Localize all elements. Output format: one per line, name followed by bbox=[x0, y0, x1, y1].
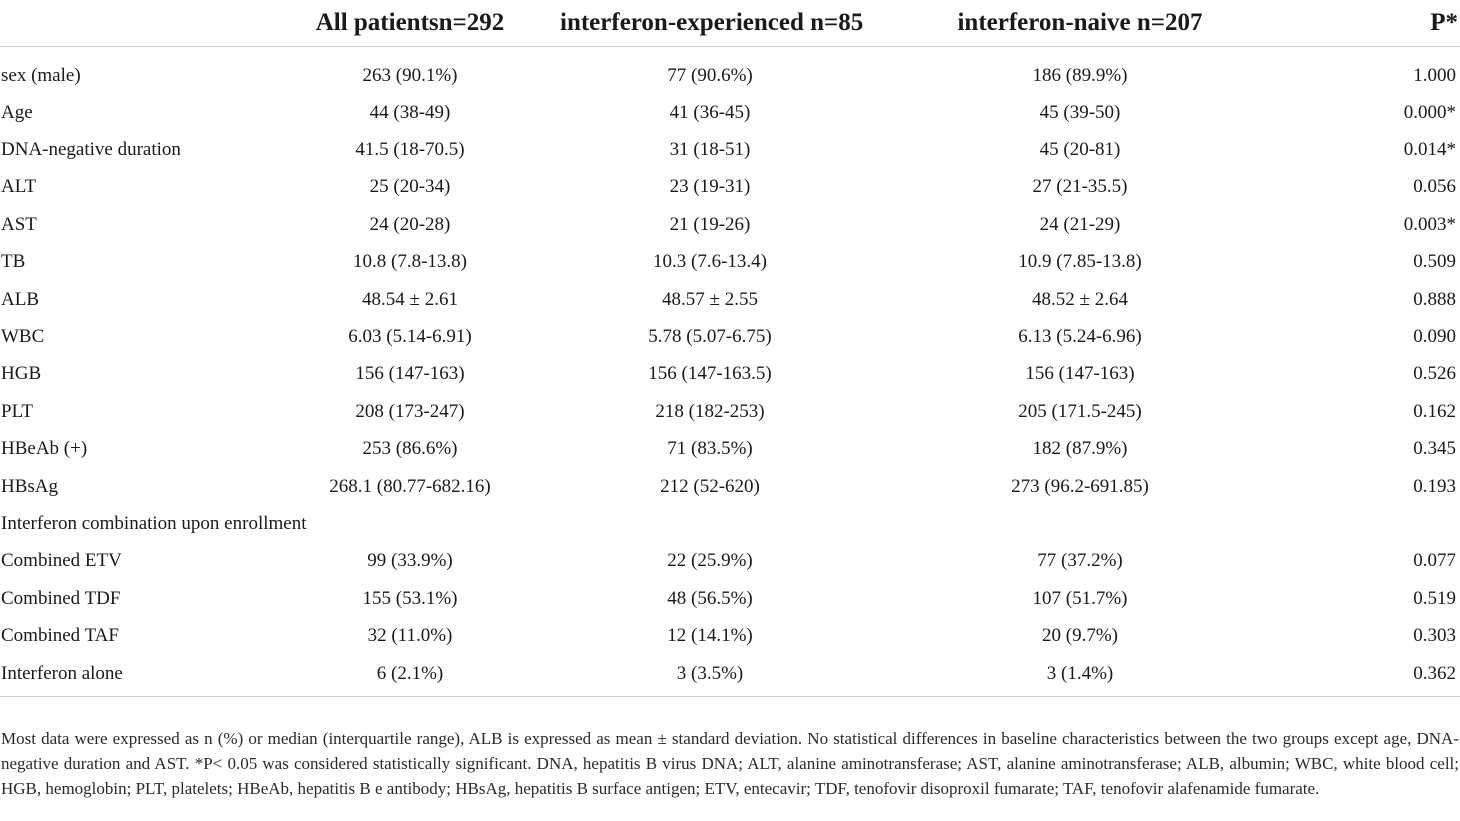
cell-interferon-naive: 77 (37.2%) bbox=[1037, 550, 1123, 572]
cell-all-patients: 268.1 (80.77-682.16) bbox=[329, 475, 491, 497]
table-row bbox=[0, 281, 1460, 318]
table-row bbox=[0, 47, 1460, 95]
cell-p-value: 0.000* bbox=[1403, 101, 1456, 123]
cell-p-value: 0.193 bbox=[1413, 475, 1456, 497]
cell-interferon-experienced: 48.57 ± 2.55 bbox=[662, 288, 758, 310]
cell-p-value: 0.014* bbox=[1403, 139, 1456, 161]
table-section-row bbox=[0, 505, 1460, 542]
row-label: Interferon alone bbox=[0, 655, 260, 697]
row-label: DNA-negative duration bbox=[1, 139, 181, 161]
header-p-value: P* bbox=[1300, 0, 1460, 47]
cell-all-patients: 208 (173-247) bbox=[355, 400, 465, 422]
cell-all-patients: 6.03 (5.14-6.91) bbox=[348, 326, 472, 348]
cell-interferon-experienced: 77 (90.6%) bbox=[667, 64, 753, 86]
cell-p-value: 0.362 bbox=[1300, 655, 1460, 697]
table-row bbox=[0, 356, 1460, 393]
cell-p-value: 0.519 bbox=[1413, 587, 1456, 609]
table-row bbox=[0, 206, 1460, 243]
table-row bbox=[0, 580, 1460, 617]
cell-p-value: 0.888 bbox=[1413, 288, 1456, 310]
cell-interferon-experienced: 218 (182-253) bbox=[655, 400, 765, 422]
table-row bbox=[0, 617, 1460, 654]
table-row bbox=[0, 393, 1460, 430]
row-label: AST bbox=[1, 213, 37, 235]
header-interferon-experienced: interferon-experienced n=85 bbox=[560, 0, 860, 47]
row-label: Age bbox=[1, 101, 33, 123]
cell-p-value: 0.509 bbox=[1413, 251, 1456, 273]
cell-all-patients: 24 (20-28) bbox=[369, 213, 451, 235]
row-label: ALT bbox=[1, 176, 37, 198]
table-row bbox=[0, 431, 1460, 468]
table-body bbox=[0, 47, 1460, 697]
row-label: HGB bbox=[1, 363, 42, 385]
cell-interferon-naive: 273 (96.2-691.85) bbox=[1011, 475, 1149, 497]
table-row bbox=[0, 468, 1460, 505]
cell-interferon-experienced: 12 (14.1%) bbox=[667, 625, 753, 647]
cell-interferon-experienced: 21 (19-26) bbox=[669, 213, 751, 235]
table-footnote: Most data were expressed as n (%) or median (interquartile range), ALB is expressed as mean ± standard deviation. No statistical differences in baseline characteristics between the two groups except age, DNA-negative duration and AST. *P< 0.05 was considered statistically significant. DNA, hepatitis B virus DNA; ALT, alanine aminotransferase; AST, alanine aminotransferase; ALB, albumin; WBC, white blood cell; HGB, hemoglobin; PLT, platelets; HBeAb, hepatitis B e antibody; HBsAg, hepatitis B surface antigen; ETV, entecavir; TDF, tenofovir disoproxil fumarate; TAF, tenofovir alafenamide fumarate. bbox=[1, 729, 1459, 798]
row-label: ALB bbox=[1, 288, 39, 310]
table-header bbox=[0, 0, 1460, 47]
header-interferon-naive: interferon-naive n=207 bbox=[860, 0, 1300, 47]
cell-p-value: 0.526 bbox=[1413, 363, 1456, 385]
table-row bbox=[0, 543, 1460, 580]
cell-interferon-naive: 45 (39-50) bbox=[1039, 101, 1121, 123]
cell-interferon-experienced: 212 (52-620) bbox=[660, 475, 760, 497]
row-label: PLT bbox=[1, 400, 34, 422]
cell-p-value: 0.003* bbox=[1403, 213, 1456, 235]
cell-interferon-naive: 186 (89.9%) bbox=[1032, 64, 1128, 86]
cell-interferon-experienced: 31 (18-51) bbox=[669, 139, 751, 161]
cell-all-patients: 155 (53.1%) bbox=[362, 587, 458, 609]
cell-interferon-experienced: 3 (3.5%) bbox=[560, 655, 860, 697]
cell-all-patients: 6 (2.1%) bbox=[260, 655, 560, 697]
section-label: Interferon combination upon enrollment bbox=[1, 512, 307, 534]
cell-all-patients: 48.54 ± 2.61 bbox=[362, 288, 458, 310]
cell-interferon-naive: 45 (20-81) bbox=[1039, 139, 1121, 161]
table-row bbox=[0, 244, 1460, 281]
row-label: WBC bbox=[1, 326, 45, 348]
cell-interferon-naive: 156 (147-163) bbox=[1025, 363, 1135, 385]
cell-p-value: 0.345 bbox=[1413, 438, 1456, 460]
cell-interferon-naive: 10.9 (7.85-13.8) bbox=[1018, 251, 1142, 273]
header-variable bbox=[0, 0, 260, 47]
cell-interferon-experienced: 71 (83.5%) bbox=[667, 438, 753, 460]
cell-p-value: 0.077 bbox=[1413, 550, 1456, 572]
cell-interferon-naive: 182 (87.9%) bbox=[1032, 438, 1128, 460]
header-row bbox=[0, 0, 1460, 47]
cell-all-patients: 32 (11.0%) bbox=[367, 625, 453, 647]
cell-all-patients: 253 (86.6%) bbox=[362, 438, 458, 460]
cell-interferon-experienced: 41 (36-45) bbox=[669, 101, 751, 123]
cell-all-patients: 25 (20-34) bbox=[369, 176, 451, 198]
cell-all-patients: 44 (38-49) bbox=[369, 101, 451, 123]
table-row bbox=[0, 131, 1460, 168]
cell-interferon-experienced: 48 (56.5%) bbox=[667, 587, 753, 609]
cell-interferon-experienced: 10.3 (7.6-13.4) bbox=[653, 251, 767, 273]
cell-interferon-experienced: 5.78 (5.07-6.75) bbox=[648, 326, 772, 348]
cell-interferon-experienced: 22 (25.9%) bbox=[667, 550, 753, 572]
cell-interferon-naive: 27 (21-35.5) bbox=[1032, 176, 1128, 198]
cell-interferon-experienced: 23 (19-31) bbox=[669, 176, 751, 198]
row-label: HBeAb (+) bbox=[1, 438, 88, 460]
cell-interferon-naive: 48.52 ± 2.64 bbox=[1032, 288, 1128, 310]
cell-p-value: 0.162 bbox=[1413, 400, 1456, 422]
cell-interferon-naive: 3 (1.4%) bbox=[860, 655, 1300, 697]
cell-all-patients: 263 (90.1%) bbox=[362, 64, 458, 86]
cell-interferon-naive: 107 (51.7%) bbox=[1032, 587, 1128, 609]
cell-interferon-experienced: 156 (147-163.5) bbox=[648, 363, 772, 385]
cell-p-value: 1.000 bbox=[1413, 64, 1456, 86]
cell-all-patients: 156 (147-163) bbox=[355, 363, 465, 385]
row-label: Combined TAF bbox=[1, 625, 119, 647]
cell-all-patients: 41.5 (18-70.5) bbox=[355, 139, 465, 161]
row-label: TB bbox=[1, 251, 26, 273]
row-label: HBsAg bbox=[1, 475, 59, 497]
cell-interferon-naive: 24 (21-29) bbox=[1039, 213, 1121, 235]
row-label: Combined TDF bbox=[1, 587, 121, 609]
cell-all-patients: 10.8 (7.8-13.8) bbox=[353, 251, 467, 273]
cell-p-value: 0.090 bbox=[1413, 326, 1456, 348]
row-label: Combined ETV bbox=[1, 550, 122, 572]
header-all-patients: All patientsn=292 bbox=[260, 0, 560, 47]
cell-interferon-naive: 205 (171.5-245) bbox=[1018, 400, 1142, 422]
cell-p-value: 0.056 bbox=[1413, 176, 1456, 198]
table-row bbox=[0, 169, 1460, 206]
cell-p-value: 0.303 bbox=[1413, 625, 1456, 647]
table-row bbox=[0, 94, 1460, 131]
row-label: sex (male) bbox=[1, 64, 81, 86]
cell-all-patients: 99 (33.9%) bbox=[367, 550, 453, 572]
cell-interferon-naive: 6.13 (5.24-6.96) bbox=[1018, 326, 1142, 348]
cell-interferon-naive: 20 (9.7%) bbox=[1042, 625, 1118, 647]
table-row bbox=[0, 318, 1460, 355]
table-row bbox=[0, 655, 1460, 697]
